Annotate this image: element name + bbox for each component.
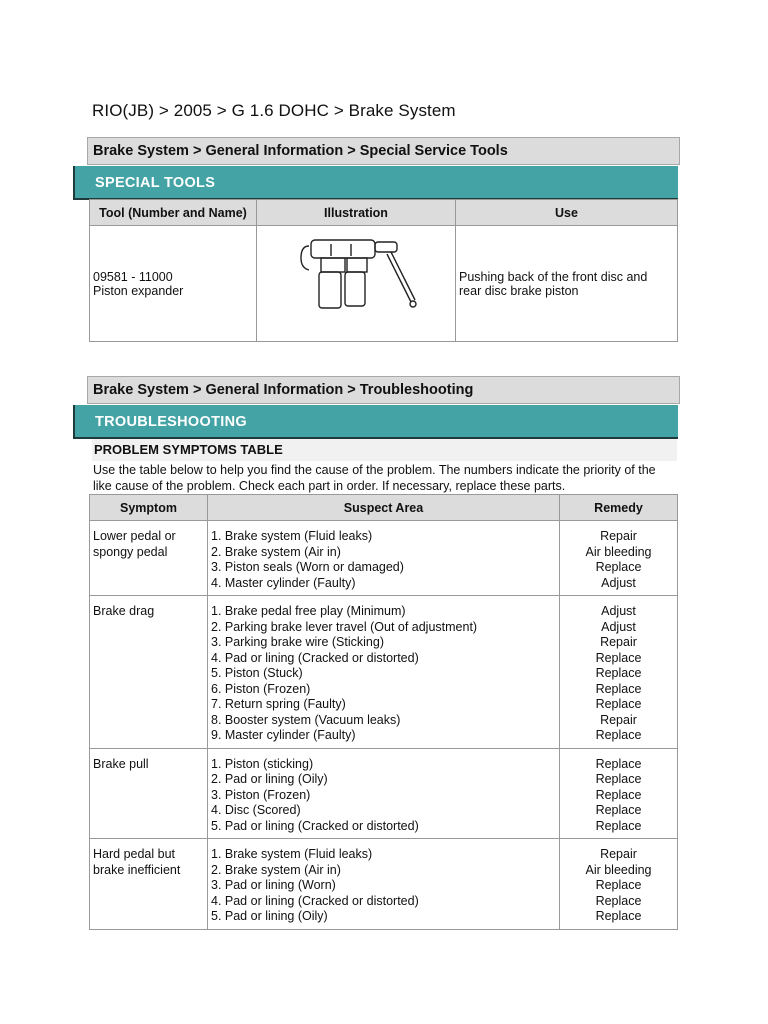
suspect-item: 3. Piston seals (Worn or damaged) [211, 560, 404, 574]
suspect-item: 2. Brake system (Air in) [211, 544, 341, 559]
suspect-item: 1. Brake system (Fluid leaks) [211, 847, 373, 861]
symptom-text: Brake pull [93, 756, 149, 771]
table-row [90, 521, 678, 596]
suspect-item: 6. Piston (Frozen) [211, 681, 311, 696]
suspect-item: 4. Disc (Scored) [211, 803, 301, 817]
table-row [90, 748, 678, 839]
banner-troubleshooting: TROUBLESHOOTING [73, 405, 678, 439]
breadcrumb-troubleshooting: Brake System > General Information > Troubleshooting [87, 376, 680, 404]
remedy-cell [560, 521, 678, 596]
remedy-item: Replace [595, 756, 642, 771]
use-cell [456, 226, 678, 342]
remedy-cell [560, 596, 678, 749]
remedy-item: Replace [595, 803, 642, 817]
symptom-text: spongy pedal [93, 544, 168, 559]
suspect-item: 8. Booster system (Vacuum leaks) [211, 712, 401, 727]
remedy-item: Adjust [601, 619, 636, 634]
suspect-area-cell [208, 596, 560, 749]
remedy-item: Replace [595, 728, 642, 742]
use-line-1: Pushing back of the front disc and [459, 269, 648, 284]
remedy-item: Replace [595, 560, 642, 574]
remedy-item: Replace [595, 909, 642, 923]
suspect-item: 1. Brake pedal free play (Minimum) [211, 604, 406, 618]
remedy-item: Replace [595, 878, 642, 892]
suspect-item: 1. Piston (sticking) [211, 756, 314, 771]
suspect-area-cell [208, 748, 560, 839]
suspect-item: 2. Parking brake lever travel (Out of adjustment) [211, 619, 478, 634]
suspect-item: 4. Pad or lining (Cracked or distorted) [211, 650, 419, 665]
tool-number: 09581 - 11000 [93, 269, 173, 284]
remedy-item: Adjust [601, 604, 636, 618]
piston-expander-illustration [291, 232, 421, 332]
remedy-item: Repair [600, 529, 637, 543]
remedy-item: Air bleeding [585, 544, 652, 559]
col-remedy: Remedy [560, 495, 678, 521]
remedy-item: Adjust [601, 575, 636, 590]
remedy-item: Replace [595, 650, 642, 665]
desc-line-2: like cause of the problem. Check each part in order. If necessary, replace these parts. [93, 478, 566, 493]
remedy-cell [560, 839, 678, 930]
page-title: RIO(JB) > 2005 > G 1.6 DOHC > Brake System [92, 101, 456, 120]
suspect-item: 5. Piston (Stuck) [211, 666, 303, 680]
suspect-item: 9. Master cylinder (Faulty) [211, 728, 356, 742]
col-use: Use [456, 200, 678, 226]
col-symptom: Symptom [90, 495, 208, 521]
remedy-item: Repair [600, 847, 637, 861]
breadcrumb-special-tools: Brake System > General Information > Special Service Tools [87, 137, 680, 165]
symptom-text: brake inefficient [93, 862, 181, 877]
suspect-item: 4. Master cylinder (Faulty) [211, 575, 356, 590]
tool-cell [90, 226, 257, 342]
table-row [90, 839, 678, 930]
special-tools-table [89, 199, 678, 342]
suspect-item: 7. Return spring (Faulty) [211, 697, 346, 711]
table-row [90, 596, 678, 749]
symptom-cell [90, 521, 208, 596]
symptom-cell [90, 748, 208, 839]
use-line-2: rear disc brake piston [459, 283, 579, 298]
col-tool: Tool (Number and Name) [90, 200, 257, 226]
suspect-item: 3. Pad or lining (Worn) [211, 878, 336, 892]
remedy-item: Repair [600, 712, 637, 727]
symptom-cell [90, 839, 208, 930]
remedy-item: Repair [600, 635, 637, 649]
problem-symptoms-heading: PROBLEM SYMPTOMS TABLE [92, 439, 677, 461]
col-illustration: Illustration [257, 200, 456, 226]
suspect-area-cell [208, 521, 560, 596]
suspect-item: 5. Pad or lining (Oily) [211, 909, 328, 923]
remedy-item: Replace [595, 818, 642, 833]
tool-name: Piston expander [93, 283, 184, 298]
suspect-item: 2. Brake system (Air in) [211, 862, 341, 877]
symptom-text: Hard pedal but [93, 847, 176, 861]
suspect-item: 5. Pad or lining (Cracked or distorted) [211, 818, 419, 833]
illustration-cell [257, 226, 456, 342]
symptom-text: Brake drag [93, 604, 155, 618]
suspect-item: 2. Pad or lining (Oily) [211, 772, 328, 786]
suspect-item: 3. Parking brake wire (Sticking) [211, 635, 384, 649]
remedy-item: Replace [595, 681, 642, 696]
remedy-item: Replace [595, 787, 642, 802]
banner-special-tools: SPECIAL TOOLS [73, 166, 678, 200]
remedy-item: Replace [595, 893, 642, 908]
remedy-item: Replace [595, 772, 642, 786]
remedy-cell [560, 748, 678, 839]
suspect-item: 4. Pad or lining (Cracked or distorted) [211, 893, 419, 908]
remedy-item: Replace [595, 697, 642, 711]
problem-symptoms-table [89, 494, 678, 930]
table-description [93, 463, 678, 494]
suspect-item: 3. Piston (Frozen) [211, 787, 311, 802]
desc-line-1: Use the table below to help you find the cause of the problem. The numbers indicate the priority of the [93, 463, 656, 477]
remedy-item: Replace [595, 666, 642, 680]
suspect-area-cell [208, 839, 560, 930]
suspect-item: 1. Brake system (Fluid leaks) [211, 529, 373, 543]
symptom-cell [90, 596, 208, 749]
symptom-text: Lower pedal or [93, 529, 176, 543]
remedy-item: Air bleeding [585, 862, 652, 877]
col-suspect-area: Suspect Area [208, 495, 560, 521]
